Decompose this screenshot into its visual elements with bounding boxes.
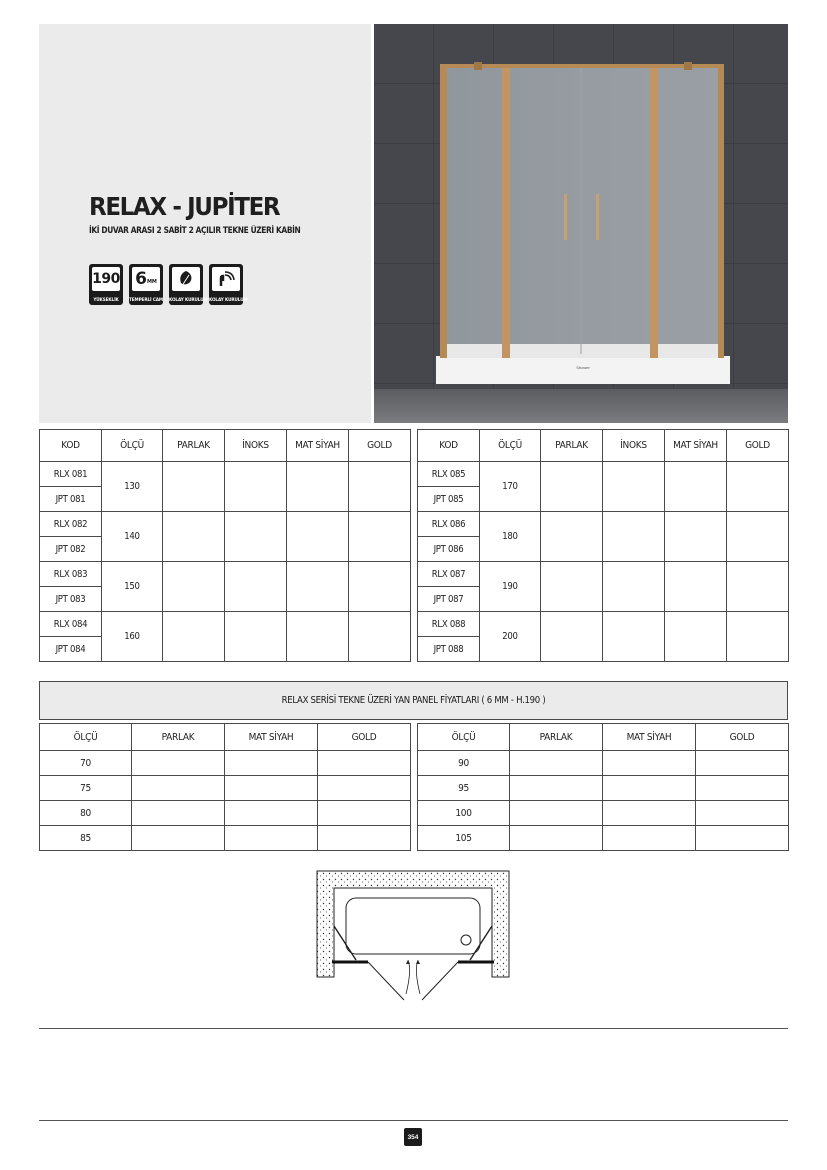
price-cell [163,562,225,612]
header-kod: KOD [40,430,102,462]
price-cell [132,801,225,826]
table-row [418,612,789,637]
price-cell [318,751,411,776]
table-row [418,826,789,851]
product-code: RLX 085 [418,462,480,487]
header-inoks: İNOKS [225,430,287,462]
price-cell [163,512,225,562]
size-cell: 150 [102,562,163,612]
price-cell [349,462,411,512]
size-cell: 160 [102,612,163,662]
price-cell [510,776,603,801]
product-code: JPT 086 [418,537,480,562]
price-cell [132,751,225,776]
table-row [40,512,411,537]
table-row [418,512,789,537]
price-cell [225,462,287,512]
price-cell [225,612,287,662]
table-row [40,462,411,487]
price-cell [603,512,665,562]
product-code: JPT 083 [40,587,102,612]
product-code: JPT 084 [40,637,102,662]
glass-caption: TEMPERLİ CAM [129,297,164,302]
header-olcu: ÖLÇÜ [418,724,510,751]
header-olcu: ÖLÇÜ [102,430,163,462]
price-cell [603,826,696,851]
feature-badges [89,264,248,305]
table-row [40,751,411,776]
table-row [40,562,411,587]
price-cell [287,462,349,512]
price-cell [665,562,727,612]
table-row [40,776,411,801]
price-cell [163,462,225,512]
product-code: JPT 088 [418,637,480,662]
glass-badge [129,264,163,305]
height-value: 190 [92,267,120,291]
install-badge [209,264,248,305]
size-cell: 85 [40,826,132,851]
table-row [418,776,789,801]
product-code: RLX 082 [40,512,102,537]
header-parlak: PARLAK [541,430,603,462]
product-code: RLX 081 [40,462,102,487]
price-cell [318,776,411,801]
price-cell [696,751,789,776]
price-cell [696,776,789,801]
price-cell [603,462,665,512]
table-row [418,801,789,826]
hero-panel [39,24,371,423]
header-gold: GOLD [349,430,411,462]
side-panel-table-right [417,723,789,851]
product-code: RLX 083 [40,562,102,587]
price-cell [696,826,789,851]
price-cell [603,751,696,776]
header-olcu: ÖLÇÜ [480,430,541,462]
price-cell [349,512,411,562]
price-cell [163,612,225,662]
price-cell [696,801,789,826]
product-code: RLX 084 [40,612,102,637]
price-cell [603,562,665,612]
price-cell [665,462,727,512]
price-cell [541,512,603,562]
price-cell [225,776,318,801]
price-cell [727,512,789,562]
size-cell: 200 [480,612,541,662]
size-cell: 95 [418,776,510,801]
price-cell [603,612,665,662]
header-mat-siyah: MAT SİYAH [603,724,696,751]
side-panel-table-left [39,723,411,851]
price-cell [349,612,411,662]
price-table-left [39,429,411,662]
header-parlak: PARLAK [132,724,225,751]
price-cell [541,612,603,662]
product-code: RLX 086 [418,512,480,537]
price-cell [225,562,287,612]
price-cell [541,562,603,612]
table-row [418,462,789,487]
price-cell [665,512,727,562]
brand-label: Shower [576,365,590,370]
header-olcu: ÖLÇÜ [40,724,132,751]
page-number: 354 [404,1128,422,1146]
price-table-right [417,429,789,662]
price-cell [225,751,318,776]
height-caption: YÜKSEKLİK [93,297,119,302]
header-mat-siyah: MAT SİYAH [225,724,318,751]
size-cell: 140 [102,512,163,562]
price-cell [318,826,411,851]
divider-line [39,1028,788,1029]
height-badge [89,264,123,305]
price-cell [510,826,603,851]
size-cell: 90 [418,751,510,776]
price-cell [603,801,696,826]
header-gold: GOLD [727,430,789,462]
size-cell: 70 [40,751,132,776]
eco-badge [169,264,208,305]
header-mat-siyah: MAT SİYAH [665,430,727,462]
table-row [40,612,411,637]
price-cell [349,562,411,612]
product-code: JPT 081 [40,487,102,512]
footer-divider-line [39,1120,788,1121]
size-cell: 130 [102,462,163,512]
size-cell: 105 [418,826,510,851]
leaf-eco-icon [172,267,200,291]
header-parlak: PARLAK [510,724,603,751]
price-cell [665,612,727,662]
eco-caption: KOLAY KURULUM [169,297,208,302]
product-title: RELAX - JUPİTER [89,192,280,221]
price-cell [225,801,318,826]
product-subtitle: İKİ DUVAR ARASI 2 SABİT 2 AÇILIR TEKNE ÜZERİ KABİN [89,226,301,236]
size-cell: 80 [40,801,132,826]
price-cell [510,751,603,776]
price-cell [287,562,349,612]
price-cell [318,801,411,826]
product-code: JPT 085 [418,487,480,512]
table-row [40,801,411,826]
price-cell [287,512,349,562]
product-photo [374,24,788,423]
table-row [418,751,789,776]
size-cell: 190 [480,562,541,612]
price-cell [132,826,225,851]
price-cell [727,462,789,512]
size-cell: 100 [418,801,510,826]
price-cell [510,801,603,826]
price-cell [132,776,225,801]
price-cell [541,462,603,512]
header-kod: KOD [418,430,480,462]
size-cell: 75 [40,776,132,801]
price-cell [727,562,789,612]
side-panel-title: RELAX SERİSİ TEKNE ÜZERİ YAN PANEL FİYATLARI ( 6 MM - H.190 ) [39,681,788,720]
price-cell [225,512,287,562]
price-cell [603,776,696,801]
glass-thickness-unit: MM [146,279,157,285]
header-gold: GOLD [696,724,789,751]
floor-plan-diagram [304,866,522,1002]
size-cell: 170 [480,462,541,512]
header-parlak: PARLAK [163,430,225,462]
product-code: RLX 088 [418,612,480,637]
install-caption: KOLAY KURULUM [209,297,248,302]
size-cell: 180 [480,512,541,562]
table-row [418,562,789,587]
table-row [40,826,411,851]
product-code: JPT 087 [418,587,480,612]
price-cell [287,612,349,662]
price-cell [225,826,318,851]
header-gold: GOLD [318,724,411,751]
header-mat-siyah: MAT SİYAH [287,430,349,462]
header-inoks: İNOKS [603,430,665,462]
glass-thickness-value: 6 [135,269,147,289]
price-cell [727,612,789,662]
product-code: RLX 087 [418,562,480,587]
product-code: JPT 082 [40,537,102,562]
wifi-hand-icon [212,267,240,291]
